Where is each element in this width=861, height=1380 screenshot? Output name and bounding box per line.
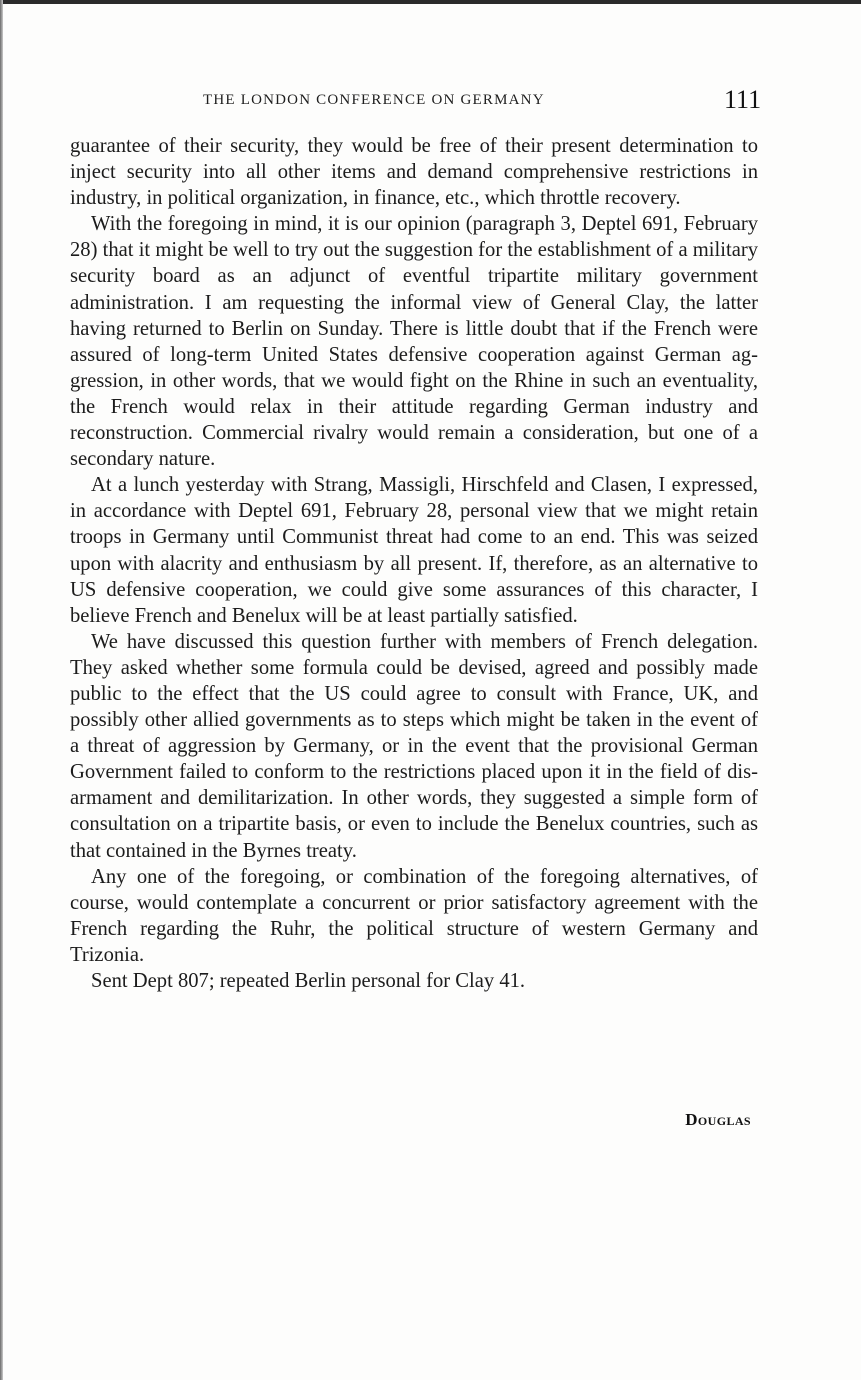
paragraph-dispatch-note: Sent Dept 807; repeated Berlin personal for Clay 41. (91, 970, 526, 992)
paragraph-lunch-discussion: At a lunch yesterday with Strang, Massigli, Hirschfeld and Clasen, I expressed, in accordance with Deptel 691, February 28, personal view that we might retain troops in Germany until Communist threat had come to an end. This was seized upon with alacrity and enthusiasm by all present. If, therefore, as an alternative to US defensive cooperation, we could give some assurances of this character, I believe French and Benelux will be at least partially satisfied. (70, 474, 758, 627)
page-number: 111 (724, 85, 762, 114)
paragraph-french-delegation: We have discussed this question further with members of French delegation. They asked whether some formula could be devised, agreed and possibly made public to the effect that the US could agree to consult with France, UK, and possibly other allied governments as to steps which might be taken in the event of a threat of aggression by Germany, or in the event that the provisional German Government failed to conform to the restrictions placed upon it in the field of disarmament and demilitarization. In other words, they suggested a simple form of consultation on a tripartite basis, or even to include the Benelux countries, such as that contained in the Byrnes treaty. (70, 630, 758, 862)
running-head: THE LONDON CONFERENCE ON GERMANY (203, 92, 545, 108)
paragraph-continuation: guarantee of their security, they would be free of their present determination to inject security into all other items and demand comprehensive restrictions in industry, in political organization, in finance, etc., which throttle recovery. (70, 135, 758, 210)
page-top-edge (0, 0, 861, 4)
body-text (70, 133, 758, 994)
paragraph-alternatives: Any one of the foregoing, or combination of the foregoing alternatives, of course, would contemplate a concurrent or prior satisfactory agreement with the French regarding the Ruhr, the political structure of western Germany and Trizonia. (70, 865, 758, 966)
page-binding-edge (0, 0, 3, 1380)
paragraph-military-security-board: With the foregoing in mind, it is our opinion (paragraph 3, Deptel 691, February 28) that it might be well to try out the suggestion for the establishment of a military security board as an adjunct of eventful tripartite military government administration. I am requesting the informal view of General Clay, the latter having returned to Berlin on Sunday. There is little doubt that if the French were assured of long-term United States defensive cooperation against German aggression, in other words, that we would fight on the Rhine in such an eventuality, the French would relax in their attitude regarding German industry and reconstruction. Commercial rivalry would remain a consideration, but one of a secondary nature. (70, 213, 758, 471)
signature: Douglas (685, 1110, 751, 1129)
